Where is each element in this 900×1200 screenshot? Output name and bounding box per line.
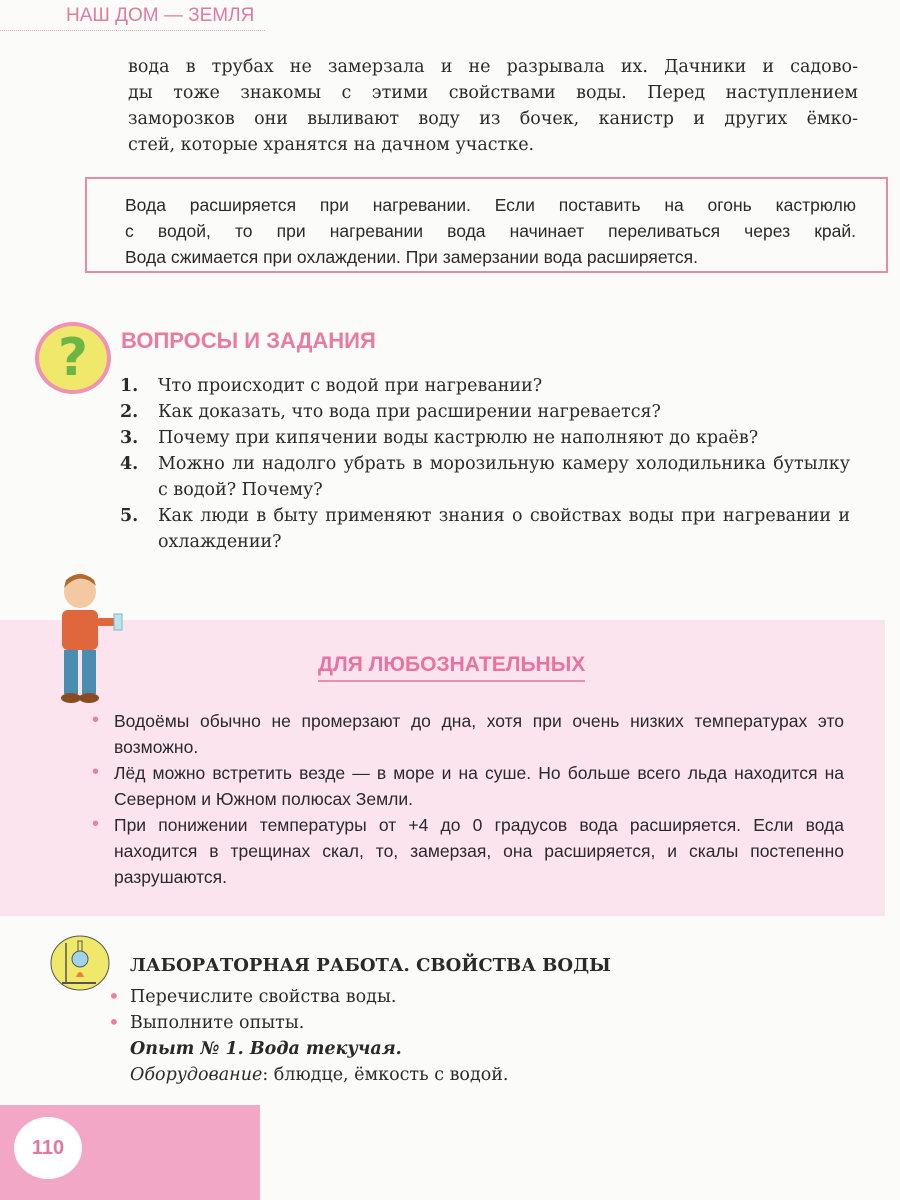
curious-item-text: При понижении температуры от +4 до 0 градусов вода расширяется. Если вода находится в трещинах скал, то, замерзая, она расширяется, и скалы постепенно разрушаются. xyxy=(114,815,844,887)
lab-item xyxy=(108,1010,708,1036)
boy-illustration xyxy=(42,570,132,710)
rule-line: Вода расширяется при нагревании. Если поставить на огонь кастрюлю xyxy=(125,195,856,215)
header-divider xyxy=(0,30,265,31)
bullet-icon: • xyxy=(92,813,100,835)
text-line: вода в трубах не замерзала и не разрывала их. Дачники и садово- xyxy=(128,57,858,77)
question-number: 1. xyxy=(120,376,139,396)
lab-list xyxy=(108,984,708,1088)
question-text: Как люди в быту применяют знания о свойствах воды при нагревании и охлаждении? xyxy=(158,506,850,552)
question-number: 3. xyxy=(120,428,139,448)
equipment-label: Оборудование xyxy=(130,1065,263,1085)
question-text: Что происходит с водой при нагревании? xyxy=(158,376,543,396)
curious-list xyxy=(92,708,844,890)
curious-item xyxy=(92,812,844,890)
text-line: стей, которые хранятся на дачном участке. xyxy=(128,135,535,155)
questions-title: ВОПРОСЫ И ЗАДАНИЯ xyxy=(121,328,376,353)
lab-item xyxy=(108,984,708,1010)
question-number: 2. xyxy=(120,402,139,422)
question-item xyxy=(120,425,850,451)
bullet-icon: • xyxy=(108,1010,120,1034)
intro-paragraph xyxy=(128,54,858,158)
question-mark-icon: ? xyxy=(35,322,111,394)
text-line: заморозков они выливают воду из бочек, канистр и других ёмко- xyxy=(128,109,858,129)
equipment-text: : блюдце, ёмкость с водой. xyxy=(262,1065,509,1085)
curious-item-text: Водоёмы обычно не промерзают до дна, хотя при очень низких температурах это возможно. xyxy=(114,711,844,757)
question-item xyxy=(120,451,850,503)
text-line: ды тоже знакомы с этими свойствами воды. Перед наступлением xyxy=(128,83,858,103)
bullet-icon: • xyxy=(92,761,100,783)
curious-title: ДЛЯ ЛЮБОЗНАТЕЛЬНЫХ xyxy=(318,653,585,682)
experiment-title: Опыт № 1. Вода текучая. xyxy=(130,1039,402,1059)
lab-item-text: Перечислите свойства воды. xyxy=(130,987,397,1007)
curious-item xyxy=(92,760,844,812)
question-number: 5. xyxy=(120,506,139,526)
rule-line: с водой, то при нагревании вода начинает переливаться через край. xyxy=(125,221,856,241)
curious-item xyxy=(92,708,844,760)
questions-list xyxy=(120,373,850,555)
rule-box xyxy=(85,177,888,273)
question-number: 4. xyxy=(120,454,139,474)
equipment-line xyxy=(108,1062,708,1088)
question-item xyxy=(120,503,850,555)
question-text: Можно ли надолго убрать в морозильную камеру холодильника бутылку с водой? Почему? xyxy=(158,454,850,500)
page-number: 110 xyxy=(14,1117,82,1179)
lab-flask-icon xyxy=(50,935,110,991)
question-text: Как доказать, что вода при расширении нагревается? xyxy=(158,402,661,422)
question-text: Почему при кипячении воды кастрюлю не наполняют до краёв? xyxy=(158,428,759,448)
bullet-icon: • xyxy=(108,984,120,1008)
question-item xyxy=(120,399,850,425)
running-header: НАШ ДОМ — ЗЕМЛЯ xyxy=(66,5,255,26)
curious-item-text: Лёд можно встретить везде — в море и на суше. Но больше всего льда находится на Северном и Южном полюсах Земли. xyxy=(114,763,844,809)
question-item xyxy=(120,373,850,399)
lab-item-text: Выполните опыты. xyxy=(130,1013,305,1033)
rule-line: Вода сжимается при охлаждении. При замерзании вода расширяется. xyxy=(125,247,698,267)
lab-title: ЛАБОРАТОРНАЯ РАБОТА. СВОЙСТВА ВОДЫ xyxy=(130,955,611,976)
bullet-icon: • xyxy=(92,709,100,731)
